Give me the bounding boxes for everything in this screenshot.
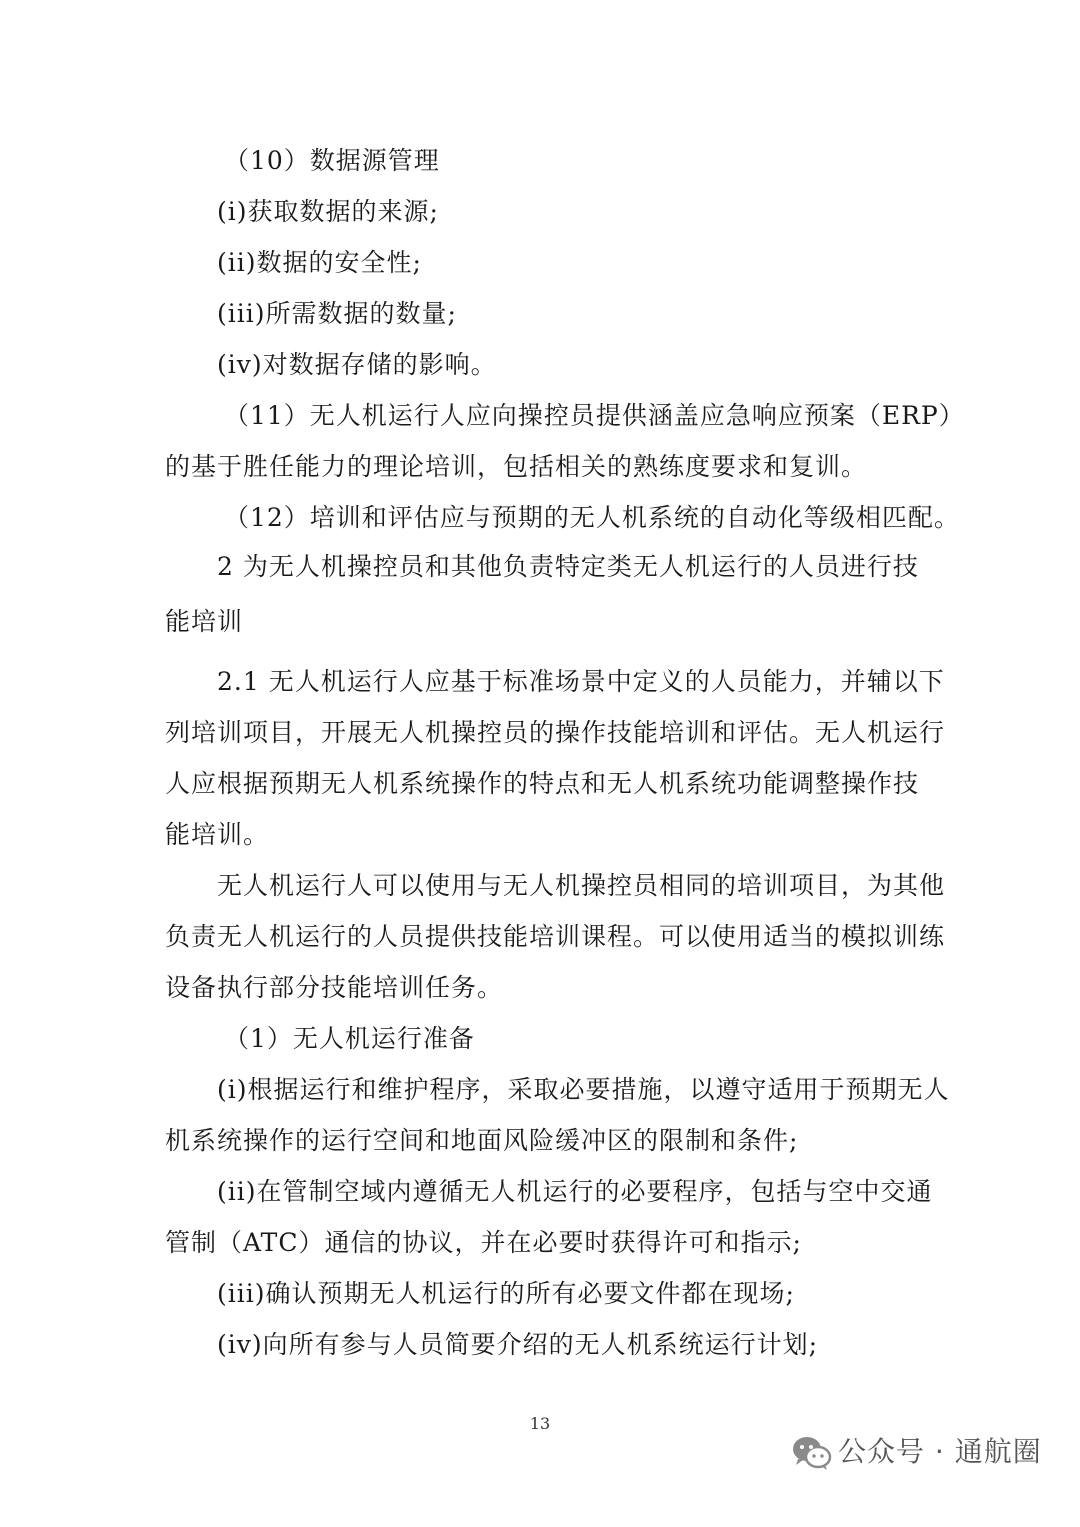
text-line: (ii)在管制空域内遵循无人机运行的必要程序，包括与空中交通 [217, 1177, 933, 1206]
text-line: (i)获取数据的来源; [217, 197, 439, 226]
text-line: 管制（ATC）通信的协议，并在必要时获得许可和指示; [165, 1228, 802, 1257]
text-line: 设备执行部分技能培训任务。 [165, 973, 504, 1002]
text-line: (iii)所需数据的数量; [217, 299, 457, 328]
text-line: 能培训。 [165, 820, 270, 849]
text-line: 人应根据预期无人机系统操作的特点和无人机系统功能调整操作技 [165, 769, 920, 798]
page-number: 13 [529, 1414, 551, 1433]
text-line: 的基于胜任能力的理论培训，包括相关的熟练度要求和复训。 [165, 452, 868, 481]
watermark [790, 1432, 1042, 1472]
wechat-icon [790, 1432, 832, 1472]
text-line: (ii)数据的安全性; [217, 248, 422, 277]
text-line: 列培训项目，开展无人机操控员的操作技能培训和评估。无人机运行 [165, 718, 946, 747]
text-line: (iv)向所有参与人员简要介绍的无人机系统运行计划; [217, 1330, 819, 1359]
text-line: (i)根据运行和维护程序，采取必要措施，以遵守适用于预期无人 [217, 1075, 950, 1104]
text-line: (iii)确认预期无人机运行的所有必要文件都在现场; [217, 1279, 795, 1308]
text-line: （11）无人机运行人应向操控员提供涵盖应急响应预案（ERP） [224, 401, 965, 430]
text-line: 2.1 无人机运行人应基于标准场景中定义的人员能力，并辅以下 [217, 667, 945, 696]
watermark-text: 公众号 · 通航圈 [838, 1435, 1042, 1468]
text-line: 负责无人机运行的人员提供技能培训课程。可以使用适当的模拟训练 [165, 922, 946, 951]
section-heading: 2 为无人机操控员和其他负责特定类无人机运行的人员进行技 [217, 552, 919, 581]
text-line: （10）数据源管理 [224, 146, 440, 175]
text-line: （12）培训和评估应与预期的无人机系统的自动化等级相匹配。 [224, 503, 960, 532]
text-line: 机系统操作的运行空间和地面风险缓冲区的限制和条件; [165, 1126, 799, 1155]
text-line: 无人机运行人可以使用与无人机操控员相同的培训项目，为其他 [217, 871, 946, 900]
text-line: （1）无人机运行准备 [224, 1024, 475, 1053]
section-heading: 能培训 [165, 607, 244, 636]
text-line: (iv)对数据存储的影响。 [217, 350, 497, 379]
